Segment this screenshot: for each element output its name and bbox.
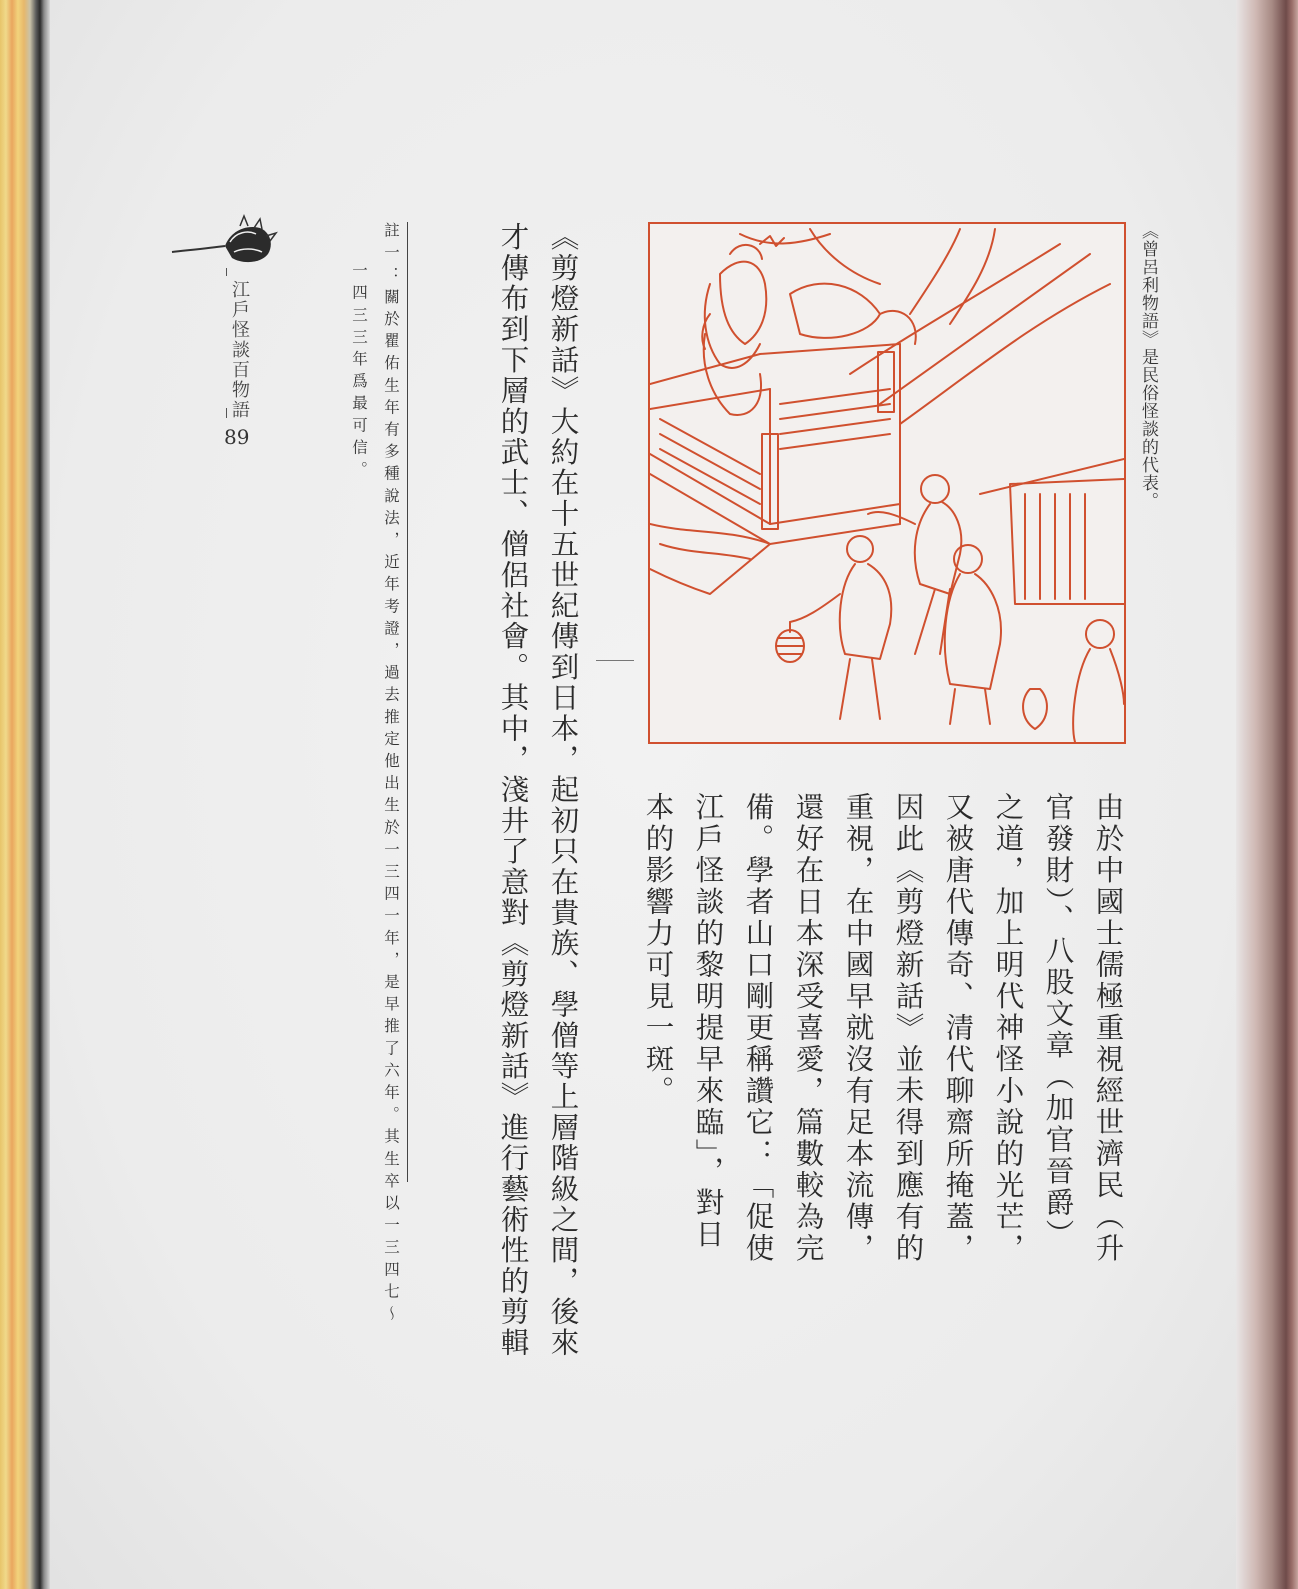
book-binding-shadow xyxy=(1236,0,1298,1589)
body-column-11: 《剪燈新話》大約在十五世紀傳到日本，起初只在貴族、學僧等上層階級之間，後來 xyxy=(546,222,580,1358)
body-column-3: 之道，加上明代神怪小說的光芒， xyxy=(991,792,1025,1265)
body-column-10: 本的影響力可見一斑。 xyxy=(641,792,675,1107)
body-column-2: 官發財）、八股文章（加官晉爵） xyxy=(1041,792,1075,1251)
footnote-line-2: 一四三三年爲最可信。 xyxy=(350,262,368,483)
footnote-rule xyxy=(407,222,408,1182)
book-page-edges xyxy=(0,0,50,1589)
body-column-9: 江戶怪談的黎明提早來臨」，對日 xyxy=(691,792,725,1251)
page-number: 89 xyxy=(224,425,250,449)
body-column-12: 才傳布到下層的武士、僧侶社會。其中，淺井了意對《剪燈新話》進行藝術性的剪輯 xyxy=(496,222,530,1358)
woodblock-illustration xyxy=(648,222,1126,744)
running-head-rule-top xyxy=(226,268,227,276)
footnote-line-1: 註一：關於瞿佑生年有多種說法，近年考證，過去推定他出生於一三四一年，是早推了六年。其生卒以一三四七～ xyxy=(382,222,400,1327)
running-head-rule-bottom xyxy=(226,408,227,418)
body-column-5: 因此《剪燈新話》並未得到應有的 xyxy=(891,792,925,1265)
running-head: 江戶怪談百物語 xyxy=(229,280,250,420)
figure-caption-text: 《曾呂利物語》是民俗怪談的代表。 xyxy=(1138,222,1158,510)
body-column-6: 重視，在中國早就沒有足本流傳， xyxy=(841,792,875,1265)
body-column-4: 又被唐代傳奇、清代聊齋所掩蓋， xyxy=(941,792,975,1265)
flower-ornament-icon xyxy=(170,212,280,272)
figure-caption xyxy=(1136,222,1161,510)
body-column-1: 由於中國士儒極重視經世濟民（升 xyxy=(1091,792,1125,1265)
body-column-7: 還好在日本深受喜愛，篇數較為完 xyxy=(791,792,825,1265)
body-column-8: 備。學者山口剛更稱讚它：「促使 xyxy=(741,792,775,1265)
illustration-drawing xyxy=(650,224,1124,742)
stray-rule xyxy=(596,660,634,661)
